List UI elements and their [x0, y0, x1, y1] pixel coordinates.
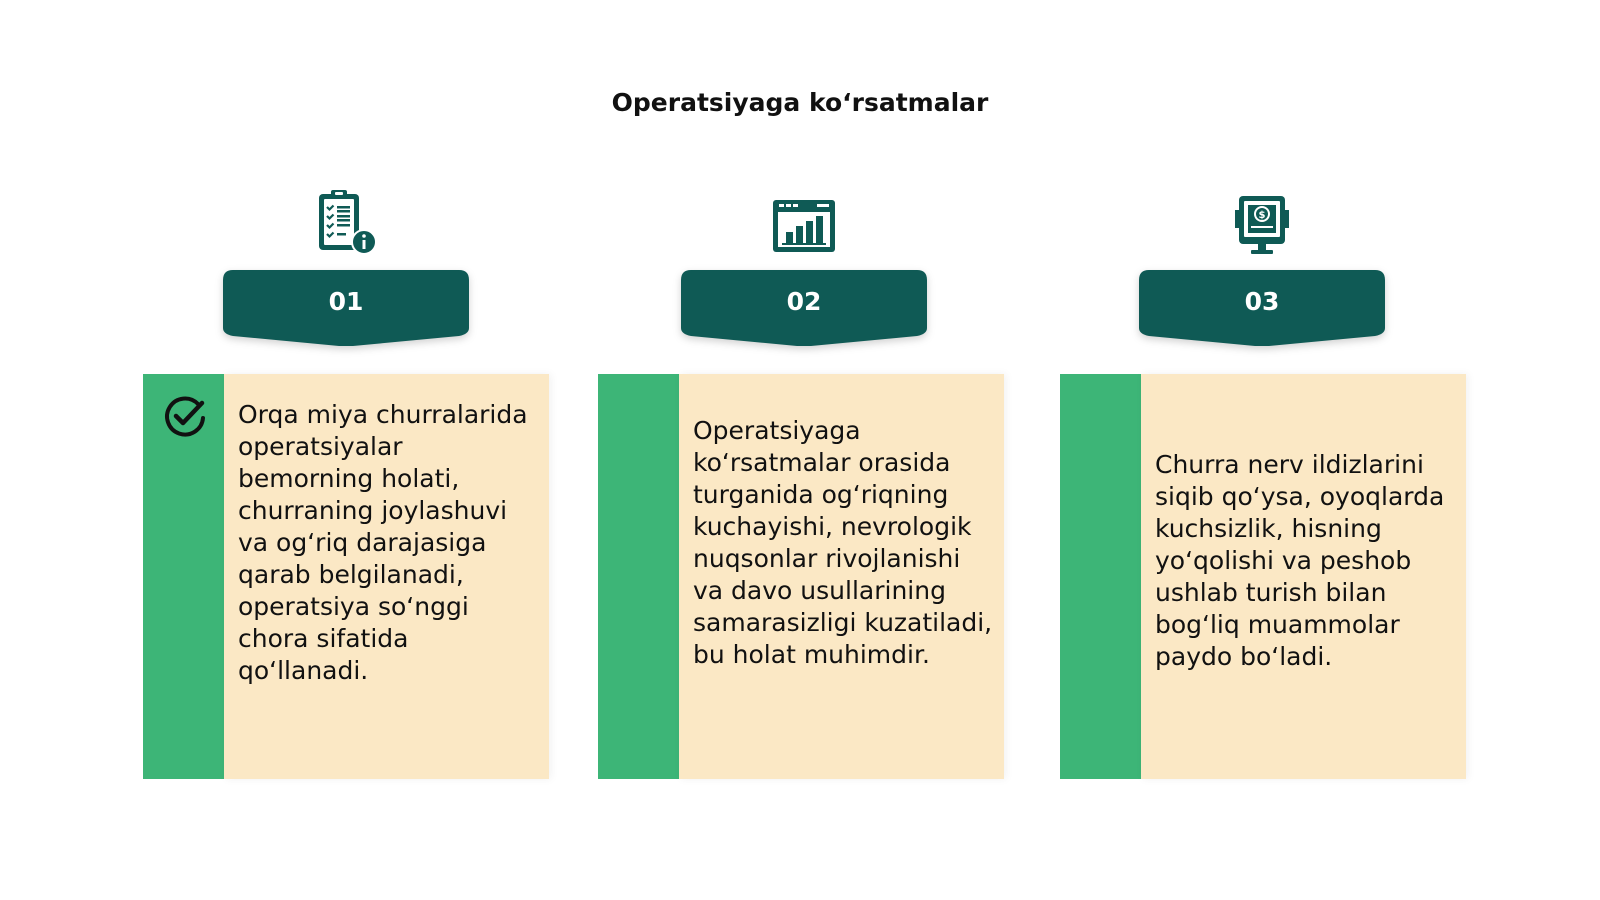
card-1: [143, 374, 549, 779]
card-stripe: [598, 374, 679, 779]
column-1-header: [223, 188, 469, 348]
card-text: Orqa miya churralarida operatsiyalar bemorning holati, churraning joylashuvi va og‘riq darajasiga qarab belgilanadi, operatsiya so‘nggi chora sifatida qo‘llanadi.: [238, 400, 528, 685]
card-2: [598, 374, 1004, 779]
page-title: Operatsiyaga ko‘rsatmalar: [611, 88, 989, 117]
card-stripe: [1060, 374, 1141, 779]
card-body: [679, 374, 1004, 779]
step-number: 03: [1244, 287, 1280, 316]
card-body: [224, 374, 549, 779]
column-3-header: [1139, 188, 1385, 348]
step-badge: [1139, 270, 1385, 346]
card-text: Churra nerv ildizlarini siqib qo‘ysa, oyoqlarda kuchsizlik, hisning yo‘qolishi va peshob ushlab turish bilan bog‘liq muammolar paydo bo‘ladi.: [1155, 450, 1445, 671]
card-3: [1060, 374, 1466, 779]
column-2-header: [681, 188, 927, 348]
bar-chart-window-icon: [769, 188, 839, 258]
clipboard-checklist-info-icon: [311, 188, 381, 258]
svg-text:$: $: [1258, 210, 1266, 221]
card-body: [1141, 374, 1466, 779]
card-text: Operatsiyaga ko‘rsatmalar orasida turganida og‘riqning kuchayishi, nevrologik nuqsonlar rivojlanishi va davo usullarining samarasizligi kuzatiladi, bu holat muhimdir.: [693, 416, 993, 669]
card-stripe: [143, 374, 224, 779]
step-badge: [681, 270, 927, 346]
step-badge: [223, 270, 469, 346]
step-number: 01: [328, 287, 364, 316]
dollar-monitor-icon: [1227, 188, 1297, 258]
checkmark-circle-icon: [162, 394, 208, 440]
step-number: 02: [786, 287, 822, 316]
